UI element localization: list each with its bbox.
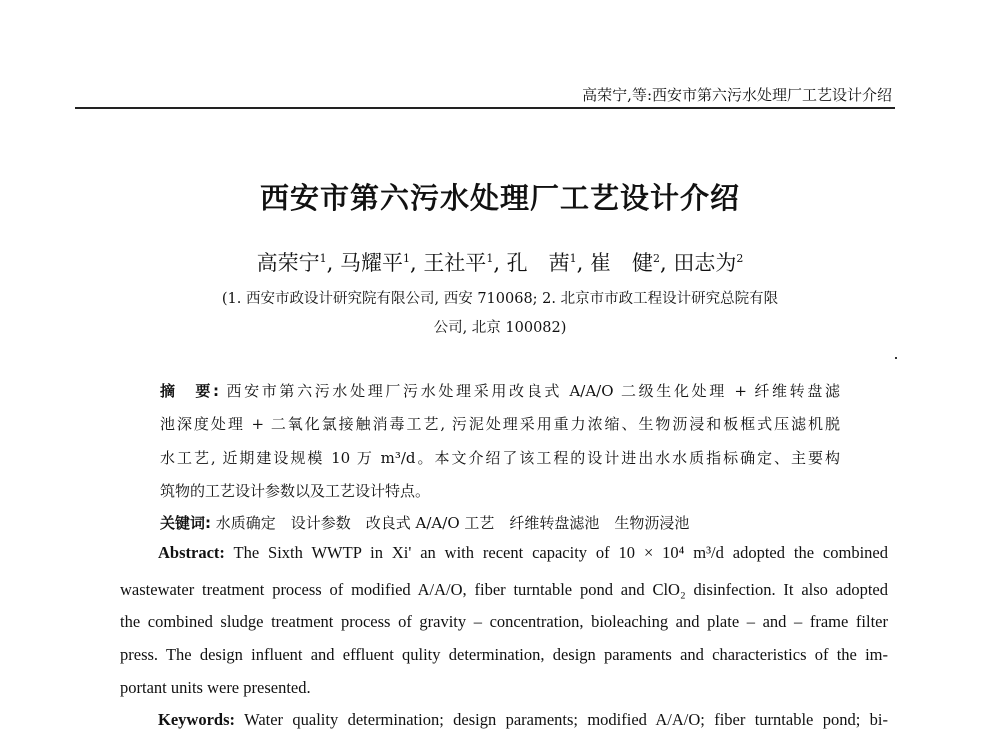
author-affiliation-mark: 2 (653, 252, 661, 265)
author: 王社平 (423, 251, 487, 275)
running-header: 高荣宁,等:西安市第六污水处理厂工艺设计介绍 (582, 86, 892, 104)
author: 马耀平 (339, 251, 403, 275)
abstract-en-line: wastewater treatment process of modified A/A/O, fiber turntable pond and ClO₂ disinfection. It also adopted (120, 580, 888, 599)
author-affiliation-mark: 1 (569, 252, 577, 265)
keywords-cn: 水质确定 设计参数 改良式 A/A/O 工艺 纤维转盘滤池 生物沥浸池 (215, 514, 690, 532)
abstract-cn-line: 筑物的工艺设计参数以及工艺设计特点。 (160, 482, 431, 500)
abstract-cn-line: 池深度处理 + 二氧化氯接触消毒工艺, 污泥处理采用重力浓缩、生物沥浸和板框式压滤机脱 (160, 415, 840, 433)
author: 高荣宁 (256, 251, 320, 275)
abstract-cn-label: 摘 要: (160, 382, 219, 400)
author-affiliation-mark: 2 (736, 252, 744, 265)
affiliation-line: (1. 西安市政设计研究院有限公司, 西安 710068; 2. 北京市市政工程设计研究总院有限 (221, 291, 779, 307)
speck (895, 357, 897, 359)
author-affiliation-mark: 1 (402, 252, 410, 265)
keywords-en-label: Keywords: (158, 710, 235, 729)
abstract-cn-line: 水工艺, 近期建设规模 10 万 m³/d。本文介绍了该工程的设计进出水水质指标确定、主要构 (160, 449, 840, 467)
author-affiliation-mark: 1 (486, 252, 494, 265)
abstract-en-line: press. The design influent and effluent qulity determination, design paraments and characteristics of the im- (120, 645, 888, 664)
author-affiliation-mark: 1 (319, 252, 327, 265)
keywords-en: Water quality determination; design paraments; modified A/A/O; fiber turntable pond; bi- (244, 710, 888, 729)
author-list: 高荣宁$^1$, 马耀平$^1$, 王社平$^1$, 孔 茜$^1$, 崔 健$^2$, 田志为$^2$ (256, 251, 744, 275)
abstract-en-line: the combined sludge treatment process of gravity – concentration, bioleaching and plate – and – frame filter (120, 612, 888, 631)
paper-title: 西安市第六污水处理厂工艺设计介绍 (259, 181, 740, 215)
abstract-en-line: portant units were presented. (120, 678, 311, 697)
abstract-cn-line: 西安市第六污水处理厂污水处理采用改良式 A/A/O 二级生化处理 + 纤维转盘滤 (226, 382, 841, 400)
affiliation-line: 公司, 北京 100082) (433, 320, 567, 336)
author: 崔 健 (590, 251, 654, 275)
author: 孔 茜 (506, 251, 570, 275)
keywords-cn-label: 关键词: (160, 514, 211, 532)
header-rule (75, 107, 895, 109)
author: 田志为 (673, 251, 737, 275)
abstract-en-label: Abstract: (158, 543, 225, 562)
abstract-en-line: The Sixth WWTP in Xi' an with recent capacity of 10 × 10⁴ m³/d adopted the combined (233, 543, 888, 562)
